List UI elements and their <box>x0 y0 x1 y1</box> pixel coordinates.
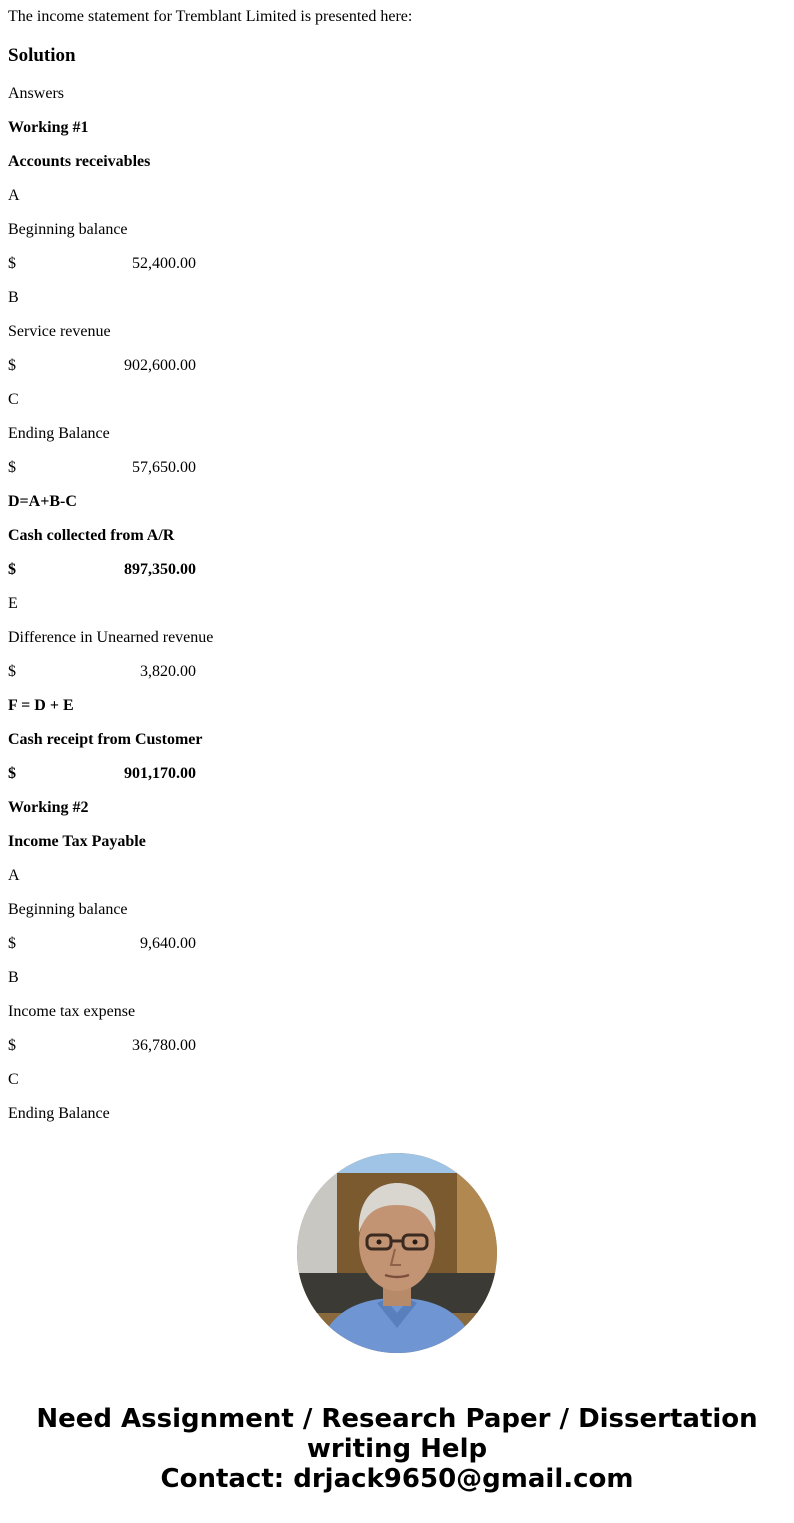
currency-symbol: $ <box>8 561 16 578</box>
promo-banner <box>0 1404 794 1494</box>
promo-contact-line: Contact: drjack9650@gmail.com <box>160 1464 634 1494</box>
working2-c-label: Ending Balance <box>8 1105 110 1122</box>
working1-d-label: Cash collected from A/R <box>8 527 175 544</box>
working1-f-formula: F = D + E <box>8 697 74 714</box>
working2-c-letter: C <box>8 1071 19 1088</box>
working1-c-label: Ending Balance <box>8 425 110 442</box>
amount-value: 57,650.00 <box>132 459 196 476</box>
working2-subtitle: Income Tax Payable <box>8 833 146 850</box>
amount-value: 36,780.00 <box>132 1037 196 1054</box>
intro-text: The income statement for Tremblant Limited is presented here: <box>8 8 413 25</box>
currency-symbol: $ <box>8 357 16 374</box>
promo-line-1: Need Assignment / Research Paper / Dissertation <box>36 1404 758 1434</box>
amount-value: 3,820.00 <box>140 663 196 680</box>
working1-f-label: Cash receipt from Customer <box>8 731 203 748</box>
working2-title: Working #2 <box>8 799 89 816</box>
working2-a-letter: A <box>8 867 20 884</box>
amount-value: 52,400.00 <box>132 255 196 272</box>
currency-symbol: $ <box>8 255 16 272</box>
currency-symbol: $ <box>8 765 16 782</box>
working1-e-letter: E <box>8 595 18 612</box>
solution-heading: Solution <box>8 45 76 66</box>
currency-symbol: $ <box>8 1037 16 1054</box>
working1-b-letter: B <box>8 289 19 306</box>
working1-title: Working #1 <box>8 119 89 136</box>
working2-b-letter: B <box>8 969 19 986</box>
promo-line-2: writing Help <box>306 1434 488 1464</box>
working1-e-label: Difference in Unearned revenue <box>8 629 214 646</box>
author-avatar <box>297 1153 497 1353</box>
answers-label: Answers <box>8 85 64 102</box>
working1-c-letter: C <box>8 391 19 408</box>
currency-symbol: $ <box>8 459 16 476</box>
working1-b-label: Service revenue <box>8 323 111 340</box>
amount-value: 902,600.00 <box>124 357 196 374</box>
working1-a-letter: A <box>8 187 20 204</box>
amount-value: 901,170.00 <box>124 765 196 782</box>
working1-subtitle: Accounts receivables <box>8 153 151 170</box>
amount-value: 897,350.00 <box>124 561 196 578</box>
currency-symbol: $ <box>8 935 16 952</box>
amount-value: 9,640.00 <box>140 935 196 952</box>
working2-a-label: Beginning balance <box>8 901 128 918</box>
currency-symbol: $ <box>8 663 16 680</box>
working2-b-label: Income tax expense <box>8 1003 136 1020</box>
working1-a-label: Beginning balance <box>8 221 128 238</box>
avatar-portrait-icon <box>297 1153 497 1353</box>
working1-d-formula: D=A+B-C <box>8 493 77 510</box>
